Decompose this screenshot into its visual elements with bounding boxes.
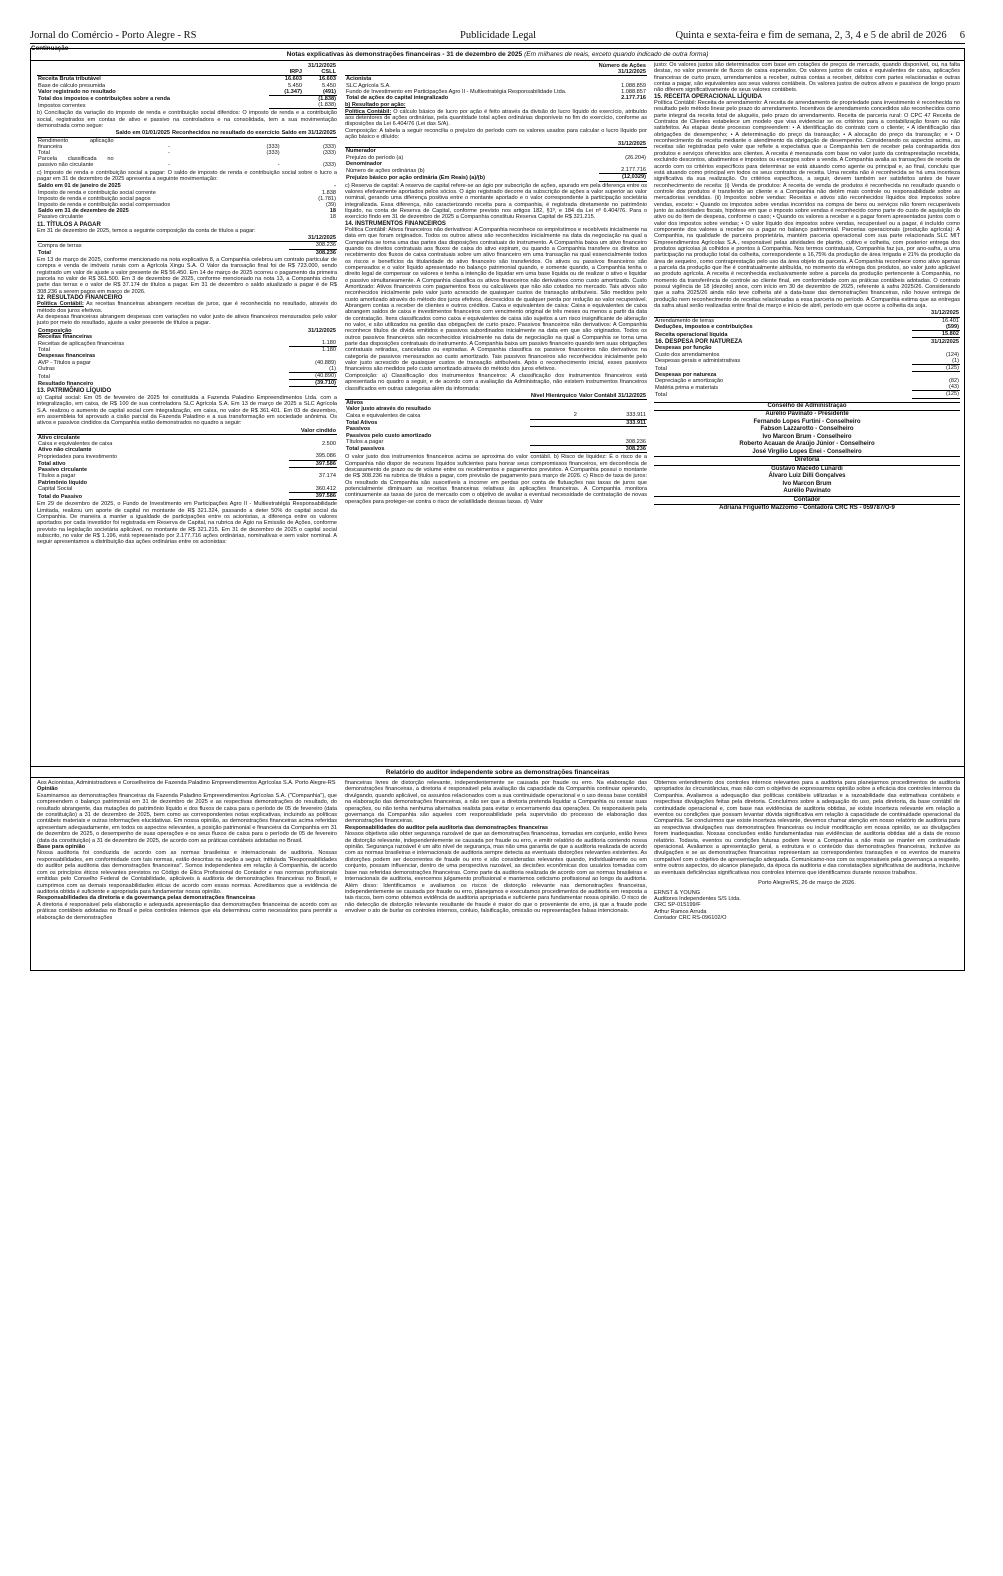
row-value: (12,0329) — [599, 174, 647, 181]
auditor-resp-title: Responsabilidades do auditor pela auditoria das demonstrações financeiras — [345, 824, 548, 831]
eps-policy — [345, 109, 647, 128]
notes-subtitle: (Em milhares de reais, exceto quando indicado de outra forma) — [524, 51, 709, 58]
director-name: Aurélio Pavinato — [783, 488, 831, 495]
row-label: Total — [655, 391, 667, 398]
audit-title: Relatório do auditor independente sobre as demonstrações financeiras — [31, 767, 964, 778]
audit-col2-text-1: financeiras livres de distorção relevante, independentemente se causada por fraude ou erro. Na elaboração das demonstrações financeiras, a diretoria é responsável pela avaliação da capacidade da Companhia continuar operando, divulgando, quando aplicável, os assuntos relacionados com a sua continuidade operacional e o uso dessa base contábil na elaboração das demonstrações financeiras, a não ser que a diretoria pretenda liquidar a Companhia ou cessar suas operações, ou não tenha nenhuma alternativa realista para evitar o encerramento das operações. Os responsáveis pela governança da Companhia são aqueles com responsabilidade pela supervisão do processo de elaboração das demonstrações financeiras. — [345, 780, 647, 825]
row-label: Total ativo — [38, 461, 66, 468]
row-value: 16.603 — [318, 76, 336, 83]
table-row — [37, 434, 337, 441]
table-row — [654, 331, 960, 338]
row-value — [578, 400, 647, 407]
row-value — [530, 445, 578, 452]
row-label: SLC Agrícola S.A. — [346, 82, 391, 89]
row-value: 333.911 — [578, 412, 647, 419]
tax-table-date: 31/12/2025 — [308, 63, 336, 69]
row-label: Imposto de renda e contribuição social corrente — [38, 189, 156, 196]
titles-table-date: 31/12/2025 — [289, 235, 337, 242]
audit-report-frame — [30, 767, 965, 971]
section-15-title: 15. RECEITA OPERACIONAL LÍQUIDA — [654, 93, 762, 100]
row-label: Custo dos arrendamentos — [655, 351, 720, 358]
section-14-text-2: O valor justo dos instrumentos financeiros acima se aproxima do valor contábil. b) Risco de liquidez: É o risco de a Companhia não dispor de recursos líquidos suficientes para honrar seus compromissos financeiros, em decorrência de descasamento de prazo ou de volume entre os recebimentos e pagamentos previstos. A Companhia possui o montante de R$ 308.236 na rubrica de títulos a pagar, com previsão de pagamento para março de 2026. c) Risco de taxa de juros: Os resultado da Companhia são suscetíveis a incorrer em perdas por conta de flutuações nas taxas de juros que potencialmente diminuam as receitas financeiras relativas às aplicações financeiras. A Companhia monitora continuamente as taxas de juros de mercado com o objetivo de avaliar a eventual necessidade de contratação de novas operações para proteger-se contra o risco de volatilidade dessas taxas. d) Valor — [345, 454, 647, 505]
row-label: Total de ações do capital integralizado — [346, 95, 449, 102]
row-value: 37.174 — [318, 473, 336, 480]
board-member: Fernando Lopes Furtini - Conselheiro — [753, 418, 861, 425]
row-value: (43) — [912, 384, 960, 391]
board-member: Ivo Marcon Brum - Conselheiro — [762, 433, 852, 440]
row-value: - — [334, 183, 336, 190]
row-label: Receitas de aplicações financeiras — [38, 340, 125, 347]
header-date-page — [675, 30, 965, 41]
eps-composition: Composição: A tabela a seguir reconcilia o prejuízo do período com os valores usados para calcular o lucro líquido por ação básico e diluído: — [345, 127, 647, 140]
spin-off-body — [37, 434, 337, 500]
row-value: 18 — [329, 208, 336, 215]
row-value: 2.177.716 — [599, 167, 647, 174]
audit-col2-text-2: Nossos objetivos são obter segurança razoável de que as demonstrações financeiras, tomadas em conjunto, estão livres de distorção relevante, independentemente se causada por fraude ou erro, e emitir relatório de auditoria contendo nossa opinião. Segurança razoável é um alto nível de segurança, mas não uma garantia de que a auditoria realizada de acordo com as normas brasileiras e internacionais de auditoria sempre detecta as eventuais distorções relevantes existentes. As distorções podem ser decorrentes de fraude ou erro e são consideradas relevantes quando, individualmente ou em conjunto, possam influenciar, dentro de uma perspectiva razoável, as decisões econômicas dos usuários tomadas com base nas referidas demonstrações financeiras. Como parte da auditoria realizada de acordo com as normas brasileiras e internacionais de auditoria, exercemos julgamento profissional e mantemos ceticismo profissional ao longo da auditoria. Além disso: Identificamos e avaliamos os riscos de distorção relevante nas demonstrações financeiras, independentemente se causada por fraude ou erro, planejamos e executamos procedimentos de auditoria em resposta a tais riscos, bem como obtemos evidência de auditoria apropriada e suficiente para fundamentar nossa opinião. O risco de não detecção de distorção relevante resultante de fraude é maior do que o proveniente de erro, já que a fraude pode envolver o ato de burlar os controles internos, conluio, falsificação, omissão ou representações falsas intencionais. — [345, 831, 647, 915]
row-value: 397.586 — [289, 460, 337, 467]
table-row — [37, 249, 337, 256]
row-label: Títulos a pagar — [38, 473, 76, 480]
row-value: - — [277, 162, 280, 169]
row-label: Capital Social — [38, 486, 73, 493]
revenue-table — [654, 310, 960, 338]
row-value: (333) — [266, 150, 280, 157]
row-value: 395.086 — [289, 453, 337, 460]
board-title: Conselho de Administração — [654, 403, 960, 412]
issue-date: Quinta e sexta-feira e fim de semana, 2, 3, 4 e 5 de abril de 2026 — [675, 30, 947, 41]
row-value: (333) — [322, 162, 336, 169]
table-row — [654, 317, 960, 324]
section-15-text: Política Contábil: Receita de arrendamento: A receita de arrendamento de propriedade para investimento é reconhecida no resultado pelo método linear pelo prazo do arrendamento. Incentivos de arrendamento concedidos são reconhecidos como parte integral da receita total de aluguéis, pelo prazo do arrendamento. Receita de parceria rural: O CPC 47 Receita de Contratos de Clientes estabelece um modelo que visa evidenciar se os critérios para a contabilização foram ou não satisfeitos. As etapas deste processo compreendem: • A identificação do contrato com o cliente; • A identificação das obrigações de desempenho; • A determinação do preço da transação; • A alocação do preço da transação; e • O reconhecimento da receita mediante o atendimento da obrigação de desempenho. Considerando os aspectos acima, as receitas são registradas pelo valor que reflete a expectativa que a Companhia tem de receber pela contrapartida dos produtos e serviços oferecidos aos clientes. A receita é mensurada com base no valor justo da contraprestação recebida, excluindo descontos, abatimentos e impostos ou encargos sobre a venda. A Companhia avalia as transações de receita de acordo com os critérios específicos para determinar se está atuando como agente ou principal e, ao final, concluiu que está atuando como principal em todos os seus contratos de receita. Uma receita não é reconhecida se há uma incerteza significativa da sua realização. Os critérios específicos, a seguir, devem também ser satisfeitos antes de haver reconhecimento de receita: (i) Venda de produtos: A receita de venda de produtos é reconhecida no resultado quando o controle dos produtos é transferido ao cliente e a Companhia não detém mais controle ou responsabilidade sobre as mercadorias vendidas. (ii) Impostos sobre vendas: Receitas e ativos são reconhecidos líquidos dos impostos sobre vendas, exceto: • Quando os impostos sobre vendas incorridos na compra de bens ou serviços não forem recuperáveis junto às autoridades fiscais, hipótese em que o imposto sobre vendas é reconhecido como parte do custo de aquisição do ativo ou do item de despesa, conforme o caso; • Quando os valores a receber e a pagar forem apresentados juntos com o valor dos impostos sobre vendas; • O valor líquido dos impostos sobre vendas, recuperável ou a pagar, é incluído como componente dos valores a receber ou a pagar no balanço patrimonial. Parcerias operacionais (produção agrícola): A Companhia, na qualidade de parceira proprietária, mantém parceria operacional com sua parte relacionada SLC MIT Empreendimentos Agrícolas S.A., responsável pelas atividades de plantio, cultivo e colheita, com posterior entrega dos produtos agrícolas já colhidos e prontos à Companhia. Nos termos contratuais, Companhia faz jus, por ano-safra, a uma participação na produção total da colheita, correspondente a 16,75% da produção de área irrigada e 21% da produção da área de sequeiro, como contraprestação pelo uso da área objeto da parceria. A Companhia reconhece como ativo apenas a parcela da produção que lhe é contratualmente atribuída, no momento da entrega dos produtos, ao valor justo aplicável ao produto agrícola. A receita é reconhecida exclusivamente sobre a parcela da produção pertencente à Companhia, no momento da transferência de controle ao cliente final, em conformidade com as práticas contábeis adotadas. O contrato possui vigência de 18 (dezoito) anos, com início em 30 de dezembro de 2025, referente à safra 2025/26. Considerando que a safra 2025/26 ainda não teve colheita até a data-base das demonstrações financeiras, não houve entrega de produção nem reconhecimento de receitas relacionadas a essa parceria no período. A Companhia estima que as entregas da safra atual serão realizadas entre final de março e início de abril, período em que ocorre a colheita da soja. — [654, 100, 960, 310]
row-value: 18 — [329, 214, 336, 221]
section-12-title: 12. RESULTADO FINANCEIRO — [37, 294, 123, 301]
financial-result-date: 31/12/2025 — [308, 327, 336, 334]
row-value: (333) — [322, 143, 336, 150]
row-label: Passivos — [346, 426, 371, 433]
table-row — [37, 380, 337, 387]
row-value: (39) — [326, 201, 336, 208]
row-value: (1.838) — [318, 96, 336, 103]
audit-col3-text: Obtemos entendimento dos controles internos relevantes para a auditoria para planejarmos procedimentos de auditoria apropriados às circunstâncias, mas não com o objetivo de expressarmos opinião sobre a eficácia dos controles internos da Companhia. Avaliamos a adequação das políticas contábeis utilizadas e a razoabilidade das estimativas contábeis e respectivas divulgações feitas pela diretoria. Concluímos sobre a adequação do uso, pela diretoria, da base contábil de continuidade operacional e, com base nas evidências de auditoria obtidas, se existe incerteza relevante em relação a eventos ou condições que possam levantar dúvida significativa em relação à capacidade de continuidade operacional da Companhia. Se concluirmos que existe incerteza relevante, devemos chamar atenção em nosso relatório de auditoria para as respectivas divulgações nas demonstrações financeiras ou incluir modificação em nossa opinião, se as divulgações forem inadequadas. Nossas conclusões estão fundamentadas nas evidências de auditoria obtidas até a data de nosso relatório. Todavia, eventos ou condições futuras podem levar a Companhia a não mais se manter em continuidade operacional. Avaliamos a apresentação geral, a estrutura e o conteúdo das demonstrações financeiras, inclusive as divulgações e se as demonstrações financeiras representam as correspondentes transações e os eventos de maneira compatível com o objetivo de apresentação adequada. Comunicamo-nos com os responsáveis pela governança a respeito, entre outros aspectos, do alcance planejado, da época da auditoria e das constatações significativas de auditoria, inclusive as eventuais deficiências significativas nos controles internos que identificamos durante nossos trabalhos. — [654, 780, 960, 876]
row-label: Total Ativos — [346, 420, 378, 427]
financial-notes-frame — [30, 48, 965, 767]
policy-label: Política Contábil: — [37, 301, 84, 308]
signature-line: Contador CRC RS-096102/O — [654, 915, 727, 922]
row-value: (125) — [912, 391, 960, 398]
directors-list — [654, 466, 960, 496]
table-row — [345, 439, 647, 446]
row-value: (1.838) — [303, 102, 337, 109]
financial-instruments-table — [345, 393, 647, 453]
row-value: (39.710) — [289, 380, 337, 387]
section-14-composition: Composição: a) Classificação dos instrumentos financeiros: A classificação dos instrumentos financeiros está apresentada no quadro a seguir, e de acordo com a avaliação da Administração, não existem instrumentos financeiros classificados em outras categorias além da informada: — [345, 372, 647, 392]
section-12-policy — [37, 301, 337, 314]
row-label: Passivo circulante — [38, 214, 84, 221]
accountant-name: Adriana Friguetto Mazzomo - Contadora CRC RS - 059787/O-9 — [719, 505, 895, 512]
financial-instruments-body — [345, 400, 647, 453]
section-13-text: a) Capital social: Em 05 de fevereiro de 2025 foi constituída a Fazenda Paladino Empreendimentos Ltda. com a integralização, em caixa, de R$ 100 de sua controladora SLC Agrícola S.A. Em 13 de março de 2025 a SLC Agrícola S.A. realizou o aumento de capital social com integralização, em caixa, no valor de R$ 361.401. Em 03 de dezembro, em assembleia foi aprovado a cisão parcial da Fazenda Paladino e a sua transformação em sociedade anônima. Os ativos e passivos cindidos da Companhia estão demonstrados no quadro a seguir: — [37, 394, 337, 427]
policy-text: As receitas financeiras abrangem receitas de juros, que é reconhecida no resultado, através do método dos juros efetivos. — [37, 301, 337, 314]
row-value: 308.236 — [578, 445, 647, 452]
eps-policy-text: O cálculo básico de lucro por ação é feito através da divisão do lucro líquido do exercício, atribuído aos detentores de ações ordinárias, pela quantidade total ações ordinárias disponíveis no fim do exercício, conforme as disposições da Lei 6.404/76 (Lei das S/A). — [345, 108, 647, 128]
row-value: 5.450 — [322, 82, 336, 89]
table-row — [37, 89, 337, 96]
row-value: (124) — [945, 351, 959, 358]
row-value: - — [168, 162, 171, 169]
row-label: Propriedades para investimento — [38, 453, 117, 460]
director-name: Gustavo Macedo Lunardi — [771, 465, 843, 472]
expense-table — [654, 339, 960, 398]
shareholders-body — [345, 76, 647, 101]
section-12-text: As despesas financeiras abrangem despesas com variações no valor justo de ativos financeiros mensurados pelo valor justo por meio do resultado, ajuste a valor presente de títulos a pagar. — [37, 313, 337, 327]
row-label: Total passivos — [346, 446, 385, 453]
row-label: Outras — [38, 366, 55, 373]
row-value: 308.236 — [289, 249, 337, 256]
revenue-date: 31/12/2025 — [912, 310, 960, 317]
table-row — [37, 366, 337, 373]
row-label: Arrendamento de terras — [655, 317, 715, 324]
section-name: Publicidade Legal — [460, 30, 537, 41]
row-value: - — [168, 143, 171, 150]
notes-title — [31, 49, 964, 61]
table-row — [654, 391, 960, 398]
tax-table — [37, 63, 337, 109]
row-value: (40.890) — [289, 373, 337, 380]
row-value — [269, 96, 303, 103]
audit-column-1 — [37, 780, 337, 968]
expense-body — [654, 345, 960, 398]
page-number: 6 — [959, 30, 965, 41]
table-row — [37, 340, 337, 347]
table-row — [345, 174, 647, 181]
row-label: Resultado financeiro — [38, 380, 94, 387]
row-label: Títulos a pagar — [346, 439, 384, 446]
table-row — [37, 486, 337, 493]
table-row — [37, 156, 337, 168]
spin-off-header: Valor cindido — [289, 428, 337, 435]
fair-value-text: justo: Os valores justos são determinados com base em cotações de preços de mercado, quando disponível, ou, na falta destas, no valor presente de fluxos de caixa esperados. Os valores justos de caixa e equivalentes de caixa, aplicações financeiras de curto prazo, arrendamentos a receber, outras contas a receber, débitos com partes relacionadas e outras contas a pagar, são equivalentes aos seus valores contábeis. Os valores justos de outros ativos e passivos de longo prazo não diferem significativamente de seus valores contábeis. — [654, 62, 960, 94]
table-row — [345, 148, 647, 155]
table-row — [37, 373, 337, 380]
row-label: Compra de terras — [38, 242, 82, 249]
section-16-title: 16. DESPESA POR NATUREZA — [655, 339, 743, 346]
table-row — [345, 445, 647, 452]
table-row — [345, 167, 647, 174]
row-value: 397.586 — [289, 493, 337, 500]
row-value: 2 — [530, 412, 578, 419]
row-label: Patrimônio líquido — [38, 479, 88, 486]
deferred-tax-table — [37, 130, 337, 168]
audit-column-2 — [345, 780, 647, 968]
page-header — [30, 30, 965, 44]
row-label: Ativo circulante — [38, 434, 80, 441]
continuation-label: Continuação — [31, 45, 69, 52]
board-member: Fabson Lazzarotto - Conselheiro — [760, 426, 854, 433]
deferred-header-1: Saldo em 01/01/2025 — [115, 130, 171, 137]
row-label: Total — [655, 365, 667, 372]
directors-title: Diretoria — [654, 456, 960, 466]
row-label: Receita Bruta tributável — [38, 76, 101, 83]
row-value — [530, 400, 578, 407]
table-row — [654, 358, 960, 365]
expense-date: 31/12/2025 — [931, 339, 959, 346]
row-value: (1) — [289, 366, 337, 373]
shareholders-table — [345, 63, 647, 101]
table-row — [654, 384, 960, 391]
row-value: (599) — [912, 324, 960, 331]
row-value: 5.450 — [288, 82, 302, 89]
section-11-intro: Em 31 de dezembro de 2025, temos a seguinte composição da conta de títulos a pagar: — [37, 227, 256, 234]
board-member: Aurélio Pavinato - Presidente — [765, 411, 849, 418]
management-resp-title: Responsabilidades da diretoria e da governança pelas demonstrações financeiras — [37, 895, 256, 902]
row-value: 2.500 — [322, 440, 336, 447]
row-label: Imposto de renda e contribuição social compensados — [38, 201, 171, 208]
opinion-text: Examinamos as demonstrações financeiras da Fazenda Paladino Empreendimentos Agrícolas S.A. ("Companhia"), que compreendem o balanço patrimonial em 31 de dezembro de 2025 e as respectivas demonstrações do resultado, do resultado abrangente, das mutações do patrimônio líquido e dos fluxos de caixa para o período de 05 de fevereiro (data de constituição) a 31 de dezembro de 2025, bem como as correspondentes notas explicativas, incluindo as políticas contábeis materiais e outras informações elucidativas. Em nossa opinião, as demonstrações financeiras acima referidas apresentam adequadamente, em todos os aspectos relevantes, a posição patrimonial e financeira da Companhia em 31 de dezembro de 2025, o desempenho de suas operações e os seus fluxos de caixa para o período de 05 de fevereiro (data da constituição) a 31 de dezembro de 2025, de acordo com as práticas contábeis adotadas no Brasil. — [37, 792, 337, 844]
table-row — [37, 347, 337, 354]
row-label: Passivos pelo custo amortizado — [346, 432, 432, 439]
financial-result-body — [37, 334, 337, 387]
table-row — [37, 493, 337, 500]
row-label: Total — [38, 347, 50, 354]
row-value: 333.911 — [578, 419, 647, 426]
section-13-title: 13. PATRIMÔNIO LÍQUIDO — [37, 388, 112, 395]
row-label: Caixa e equivalentes de caixa — [38, 440, 113, 447]
notes-column-2 — [345, 62, 647, 764]
row-label: Receitas financeiras — [38, 333, 93, 340]
table-row — [37, 137, 337, 150]
row-label: Parcela classificada no passivo não circulante — [38, 156, 114, 169]
tax-payable-text: c) Imposto de renda e contribuição social a pagar: O saldo de imposto de renda e contribuição social sobre o lucro a pagar em 31 de dezembro de 2025 apresenta a seguinte movimentação: — [37, 169, 337, 183]
row-value: 15.802 — [912, 331, 960, 338]
signature-line: CRC SP-015199/F — [654, 902, 701, 909]
audit-column-3 — [654, 780, 960, 968]
row-label: Total do Passivo — [38, 493, 83, 500]
table-row — [37, 460, 337, 467]
row-label: Total — [38, 249, 51, 256]
audit-greeting: Aos Acionistas, Administradores e Conselheiros de Fazenda Paladino Empreendimentos Agrícolas S.A. Porto Alegre-RS — [37, 780, 336, 786]
row-label: Imposto de renda e contribuição social pagos — [38, 195, 151, 202]
deferred-header-3: Saldo em 31/12/2025 — [281, 130, 336, 137]
row-value — [599, 148, 647, 155]
table-row — [654, 365, 960, 372]
table-row — [345, 419, 647, 426]
titles-payable-table — [37, 235, 337, 256]
row-value: (333) — [322, 150, 336, 157]
row-value: 1.180 — [289, 340, 337, 347]
tax-header-irpj: IRPJ — [269, 69, 303, 76]
row-label: Impostos correntes — [38, 102, 86, 109]
table-row — [654, 324, 960, 331]
audit-place-date: Porto Alegre/RS, 26 de março de 2026. — [758, 880, 856, 887]
row-label: Matéria prima e materiais — [655, 384, 719, 391]
table-row — [37, 76, 337, 83]
row-value: (491) — [303, 89, 337, 96]
row-value: 1.838 — [322, 189, 336, 196]
row-value: 1.088.859 — [621, 82, 646, 89]
management-resp-text: A diretoria é responsável pela elaboração e adequada apresentação das demonstrações financeiras de acordo com as práticas contábeis adotadas no Brasil e pelos controles internos que ela determinou como necessários para permitir a elaboração de demonstrações — [37, 901, 337, 921]
row-value: (26.204) — [625, 154, 646, 161]
row-label: Total dos impostos e contribuições sobre a renda — [38, 96, 170, 103]
table-row — [345, 400, 647, 407]
row-label: Valor registrado no resultado — [38, 89, 116, 96]
row-label: Acionista — [346, 76, 372, 83]
row-value: 16.603 — [284, 76, 302, 83]
row-label: Número de ações ordinárias (b) — [346, 167, 425, 174]
row-label: Despesas por função — [655, 345, 712, 352]
deferred-table-body — [37, 137, 337, 169]
tax-movement-table — [37, 183, 337, 220]
row-value: (40.889) — [315, 359, 336, 366]
row-value — [269, 102, 303, 109]
opinion-title: Opinião — [37, 786, 58, 793]
row-label: AVP - Títulos a pagar — [38, 359, 91, 366]
row-label: Fundo de Investimento em Participações Agro II - Multiestratégia Responsabilidade Ltda. — [346, 88, 567, 95]
row-value — [530, 439, 578, 446]
spin-off-table — [37, 428, 337, 501]
row-value: 308.236 — [578, 439, 647, 446]
revenue-body — [654, 317, 960, 338]
basis-text: Nossa auditoria foi conduzida de acordo com as normas brasileiras e internacionais de auditoria. Nossas responsabilidades, em conformidade com tais normas, estão descritas na seção a seguir, intitulada "Responsabilidades do auditor pela auditoria das demonstrações financeiras". Somos independentes em relação à Companhia, de acordo com os princípios éticos relevantes previstos no Código de Ética Profissional do Contador e nas normas profissionais emitidas pelo Conselho Federal de Contabilidade, aplicáveis à auditoria de demonstrações financeiras no Brasil, e cumprimos com as demais responsabilidades éticas de acordo com essas normas. Acreditamos que a evidência de auditoria obtida é suficiente e apropriada para fundamentar nossa opinião. — [37, 850, 337, 895]
row-label: Total — [38, 373, 50, 380]
board-member: José Virgílio Lopes Enei - Conselheiro — [752, 448, 862, 455]
row-label: Ativo não circulante — [38, 447, 92, 454]
section-14-title: 14. INSTRUMENTOS FINANCEIROS — [345, 220, 446, 227]
eps-title: b) Resultado por ação: — [345, 102, 406, 109]
deferred-tax-text: b) Conciliação da variação do imposto de renda e contribuição social diferidos: O imposto de renda e a contribuição social, registrados em contas de ativo e passivo na controladora e na consolidada, tem a sua movimentação demonstrada como segue: — [37, 110, 337, 130]
row-label: Saldo em 31 de dezembro de 2025 — [38, 208, 129, 215]
row-label: Receita operacional líquida — [655, 331, 728, 338]
composition-label: Composição — [38, 327, 72, 334]
row-value: (125) — [912, 365, 960, 372]
board-block — [654, 402, 960, 513]
tax-header-csll: CSLL — [303, 69, 337, 76]
eps-table — [345, 141, 647, 181]
row-value — [598, 76, 647, 83]
row-value: (82) — [949, 377, 959, 384]
movement-table-body — [37, 183, 337, 220]
row-label: Numerador — [346, 148, 376, 155]
newspaper-name: Jornal do Comércio - Porto Alegre - RS — [30, 30, 197, 41]
fi-header-level: Nível Hierárquico — [530, 392, 577, 399]
table-row — [345, 95, 647, 101]
capital-reserve-text: c) Reserva de capital: A reserva de capital refere-se ao ágio por subscrição de ações, apurado em pela diferença entre os valores efetivamente aportados pelos sócios. O ágio registrado decorre da subscrição de ações a valor superior ao valor nominal, gerando uma diferença positiva entre o montante aportado e o valor correspondente à participação societária integralizada. Essa diferença, não caracterizando receita para a companhia, é registrada diretamente no patrimônio líquido, na conta de Reserva de Capital, conforme previsto nos artigos 182, §1º, e 184 da Lei nº 6.404/76. Para o exercício findo em 31 de dezembro de 2025 a Companhia constituiu Reserva Capital de R$ 321.215. — [345, 182, 647, 221]
row-label: Despesas por natureza — [655, 371, 717, 378]
row-value: (1.347) — [269, 89, 303, 96]
row-label: Valor justo através do resultado — [346, 406, 431, 413]
row-label: Total — [38, 150, 50, 157]
accountant-title: Contador — [654, 496, 960, 506]
tax-table-body — [37, 76, 337, 109]
table-row — [37, 214, 337, 220]
row-label: Prejuízo básico por ação ordinária (Em Reais) (a)/(b) — [346, 174, 485, 181]
row-value: 2.177.716 — [621, 95, 646, 102]
financial-result-table — [37, 328, 337, 388]
row-value: - — [168, 150, 171, 157]
section-11-text: Em 13 de março de 2025, conforme mencionado na nota explicativa 8, a Companhia celebrou um contrato particular de compra e venda de imóveis rurais com a Agrícola Xingu S.A. O Valor da transação final foi de R$ 723.000, sendo registrado um valor de ajuste a valor presente de R$ 56.450. Em 14 de março de 2025 ocorreu o pagamento da primeira parcela no valor de R$ 361.500. Em 3 de dezembro de 2025, conforme mencionado na nota 13, a Companhia cindiu parte das terras e o valor de R$ 37.174 de títulos a pagar. Em 31 de dezembro o saldo atualizado a pagar é de R$ 308.236 a serem pagos em março de 2026. — [37, 256, 337, 295]
section-14-text: Política Contábil: Ativos financeiros não derivativos: A Companhia reconhece os empréstimos e recebíveis inicialmente na data em que foram originados. Todos os outros ativos são reconhecidos inicialmente na data da negociação na qual a Companhia se torna uma das partes das disposições contratuais do instrumento. A Companhia baixa um ativo financeiro quando os direitos contratuais aos fluxos de caixa do ativo expiram, ou quando a Companhia transfere os direitos ao recebimento dos fluxos de caixa contratuais sobre um ativo financeiro em uma transação na qual essencialmente todos os riscos e benefícios da titularidade do ativo financeiro são transferidos. Os ativos ou passivos financeiros são compensados e o valor líquido apresentado no balanço patrimonial quando, e somente quando, a Companhia tenha o direito legal de compensar os valores e tenha a intenção de liquidar em uma base líquida ou de realizar o ativo e liquidar o passivo simultaneamente. A Companhia classifica os ativos financeiros não derivativos como custo amortizado. Custo Amortizado: Ativos financeiros com pagamentos fixos ou calculáveis que não são cotados no mercado. Tais ativos são reconhecidos inicialmente pelo valor justo acrescido de quaisquer custos de transação atribuíveis. São medidos pelo custo amortizado através do método dos juros efetivos, decrescidos de qualquer perda por redução ao valor recuperável. Abrangem contas a receber de clientes e outros créditos. Caixa e equivalentes de caixa: Caixa e equivalentes de caixa abrangem saldos de caixa e investimentos financeiros com vencimento original de três meses ou menos a partir da data de contratação. Itens classificados como caixa e equivalentes de caixa são sujeitos a um risco insignificante de alteração no valor, e são utilizados na gestão das obrigações de curto prazo. Passivos financeiros não derivativos: A Companhia reconhece títulos de dívida emitidos e passivos subordinados inicialmente na data em que são originados. Todos os outros passivos financeiros são reconhecidos inicialmente na data de negociação na qual a Companhia se torna uma parte das disposições contratuais do instrumento. A Companhia baixa um passivo financeiro quando tem suas obrigações contratuais retiradas, canceladas ou expiradas. A Companhia classifica os passivos financeiros não derivativos na categoria de passivos mensurados ao custo amortizado. Tais passivos financeiros são reconhecidos inicialmente pelo valor justo acrescido de quaisquer custos de transação atribuíveis. Após o reconhecimento inicial, esses passivos financeiros são medidos pelo custo amortizado através do método dos juros efetivos. — [345, 226, 647, 373]
table-row — [37, 453, 337, 460]
table-row — [345, 412, 647, 419]
director-name: Ivo Marcon Brum — [782, 480, 832, 487]
auditor-signature — [654, 890, 960, 922]
row-label: Rendimento aplicação financeira — [38, 137, 114, 150]
shares-date: 31/12/2025 — [598, 69, 647, 76]
row-label: Prejuízo do período (a) — [346, 154, 404, 161]
director-name: Álvaro Luiz Dilli Gonçalves — [768, 473, 846, 480]
row-value: (1.781) — [318, 195, 336, 202]
table-row — [345, 76, 647, 83]
row-label: Caixa e equivalentes de caixa — [346, 412, 421, 419]
fi-header-value: Valor Contábil 31/12/2025 — [578, 392, 646, 399]
row-label: Ativos — [346, 400, 364, 407]
row-label: Deduções, impostos e contribuições — [655, 324, 753, 331]
table-row — [37, 242, 337, 249]
row-value: 360.412 — [289, 486, 337, 493]
signature-line: Auditores Independentes S/S Ltda. — [654, 895, 741, 902]
row-label: Depreciação e amortização — [655, 377, 724, 384]
section-13-text-2: Em 29 de dezembro de 2025, o Fundo de Investimento em Participações Agro II - Multiestratégia Responsabilidade Limitada, realizou um aporte de capital no montante de R$ 321.324, passando a deter 50% do capital social da Companhia. De maneira a manter a igualdade de participações entre os acionistas, a diferença entre os valores aportados por cada investidor foi registrada em Reserva de Capital, na rubrica de Ágio na Emissão de Ações, conforme previsto na legislação societária aplicável, no montante de R$ 321.215. Em 31 de dezembro de 2025 o capital social subscrito, no valor de R$ 1.196, está representado por 2.177.716 ações ordinárias, nominativas e sem valor nominal. A seguir apresentamos a distribuição das ações ordinárias entre os acionistas: — [37, 501, 337, 546]
eps-date: 31/12/2025 — [599, 141, 647, 148]
table-row — [37, 96, 337, 103]
row-label: Despesas financeiras — [38, 353, 96, 360]
section-11-title: 11. TÍTULOS A PAGAR — [37, 221, 101, 228]
row-value: 308.236 — [315, 242, 336, 249]
row-value: (333) — [266, 143, 280, 150]
row-value: 1.088.857 — [621, 88, 646, 95]
board-members — [654, 411, 960, 456]
row-label: Denominador — [346, 160, 383, 167]
row-label: Despesas gerais e administrativas — [655, 358, 741, 365]
notes-title-text: Notas explicativas às demonstrações financeiras - 31 de dezembro de 2025 — [286, 51, 523, 58]
row-value: (1) — [912, 358, 960, 365]
board-member: Roberto Acauan de Araújo Júnior - Conselheiro — [739, 441, 875, 448]
signature-line: Arthur Ramos Arruda — [654, 908, 707, 915]
row-value: 16.401 — [941, 317, 959, 324]
shares-header: Número de Ações — [598, 63, 646, 69]
row-label: Passivo circulante — [38, 467, 88, 474]
row-value — [289, 434, 337, 441]
row-label: Saldo em 01 de janeiro de 2025 — [38, 183, 121, 190]
deferred-header-2: Reconhecidos no resultado do exercício — [172, 130, 280, 137]
basis-title: Base para opinião — [37, 844, 86, 851]
row-value — [530, 419, 578, 426]
titles-table-body — [37, 242, 337, 256]
eps-policy-label: Política Contábil: — [345, 108, 392, 115]
notes-column-1 — [37, 62, 337, 764]
eps-body — [345, 148, 647, 181]
signature-line: ERNST & YOUNG — [654, 889, 701, 896]
row-value: 1.180 — [322, 347, 336, 354]
row-label: Base de cálculo presumida — [38, 82, 106, 89]
notes-column-3 — [654, 62, 960, 764]
table-row — [37, 102, 337, 109]
